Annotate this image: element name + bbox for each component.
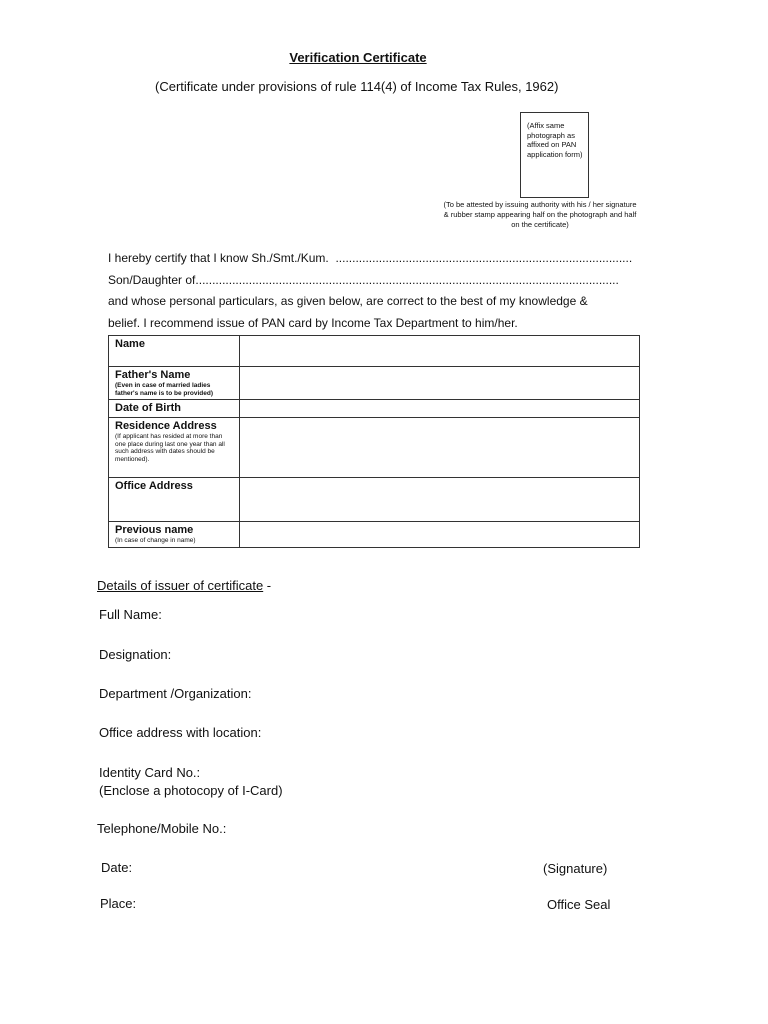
table-row [109, 367, 640, 400]
photo-box-instruction: (Affix same photograph as affixed on PAN application form) [527, 121, 583, 159]
row-label: Date of Birth [115, 402, 181, 414]
residence-address-value-cell[interactable] [240, 418, 640, 478]
date-field[interactable]: Date: [101, 860, 133, 875]
certify-line [108, 251, 632, 265]
row-note: (If applicant has resided at more than one place during last one year than all such address with dates should be mentioned). [115, 433, 225, 463]
certify-fill-line[interactable]: ......................................................................................... [335, 251, 633, 265]
fathers-name-value-cell[interactable] [240, 367, 640, 400]
son-daughter-line [108, 273, 619, 287]
name-value-cell[interactable] [240, 336, 640, 367]
issuer-heading-text: Details of issuer of certificate [97, 578, 264, 593]
row-note: (Even in case of married ladies father's name is to be provided) [115, 382, 213, 397]
table-row [109, 400, 640, 418]
row-label-cell [109, 522, 240, 548]
office-address-location-field[interactable]: Office address with location: [99, 725, 262, 740]
row-label-cell [109, 336, 240, 367]
full-name-field[interactable]: Full Name: [99, 607, 162, 622]
row-label: Previous name [115, 524, 194, 536]
table-row [109, 522, 640, 548]
designation-field[interactable]: Designation: [99, 647, 172, 662]
office-seal-label: Office Seal [547, 897, 611, 912]
particulars-line-1: and whose personal particulars, as given below, are correct to the best of my knowledge & [108, 294, 588, 308]
particulars-line-2: belief. I recommend issue of PAN card by Income Tax Department to him/her. [108, 316, 518, 330]
place-field[interactable]: Place: [100, 896, 137, 911]
table-row [109, 418, 640, 478]
table-row [109, 336, 640, 367]
attestation-note: (To be attested by issuing authority with his / her signature & rubber stamp appearing half on the photograph and half on the certificate) [443, 200, 637, 229]
signature-label: (Signature) [543, 861, 608, 876]
office-address-value-cell[interactable] [240, 478, 640, 522]
identity-card-field[interactable]: Identity Card No.: [99, 765, 201, 780]
table-row [109, 478, 640, 522]
telephone-field[interactable]: Telephone/Mobile No.: [97, 821, 227, 836]
applicant-details-table [108, 335, 640, 548]
son-daughter-text: Son/Daughter of [108, 273, 196, 287]
row-label: Name [115, 338, 145, 350]
row-label: Residence Address [115, 420, 217, 432]
issuer-heading-suffix: - [263, 578, 272, 593]
row-label-cell [109, 367, 240, 400]
issuer-section-heading [97, 578, 271, 593]
department-field[interactable]: Department /Organization: [99, 686, 252, 701]
dob-value-cell[interactable] [240, 400, 640, 418]
document-subtitle: (Certificate under provisions of rule 114(4) of Income Tax Rules, 1962) [155, 79, 559, 94]
row-label-cell [109, 478, 240, 522]
previous-name-value-cell[interactable] [240, 522, 640, 548]
identity-card-note: (Enclose a photocopy of I-Card) [99, 783, 283, 798]
document-title: Verification Certificate [289, 50, 427, 65]
son-daughter-fill-line[interactable]: ............................................................................................................................... [195, 273, 619, 287]
row-label-cell [109, 418, 240, 478]
row-label: Office Address [115, 480, 193, 492]
certify-text: I hereby certify that I know Sh./Smt./Kum. [108, 251, 329, 265]
row-label: Father's Name [115, 369, 191, 381]
photo-placeholder-box[interactable] [520, 112, 589, 198]
row-label-cell [109, 400, 240, 418]
row-note: (In case of change in name) [115, 537, 196, 544]
